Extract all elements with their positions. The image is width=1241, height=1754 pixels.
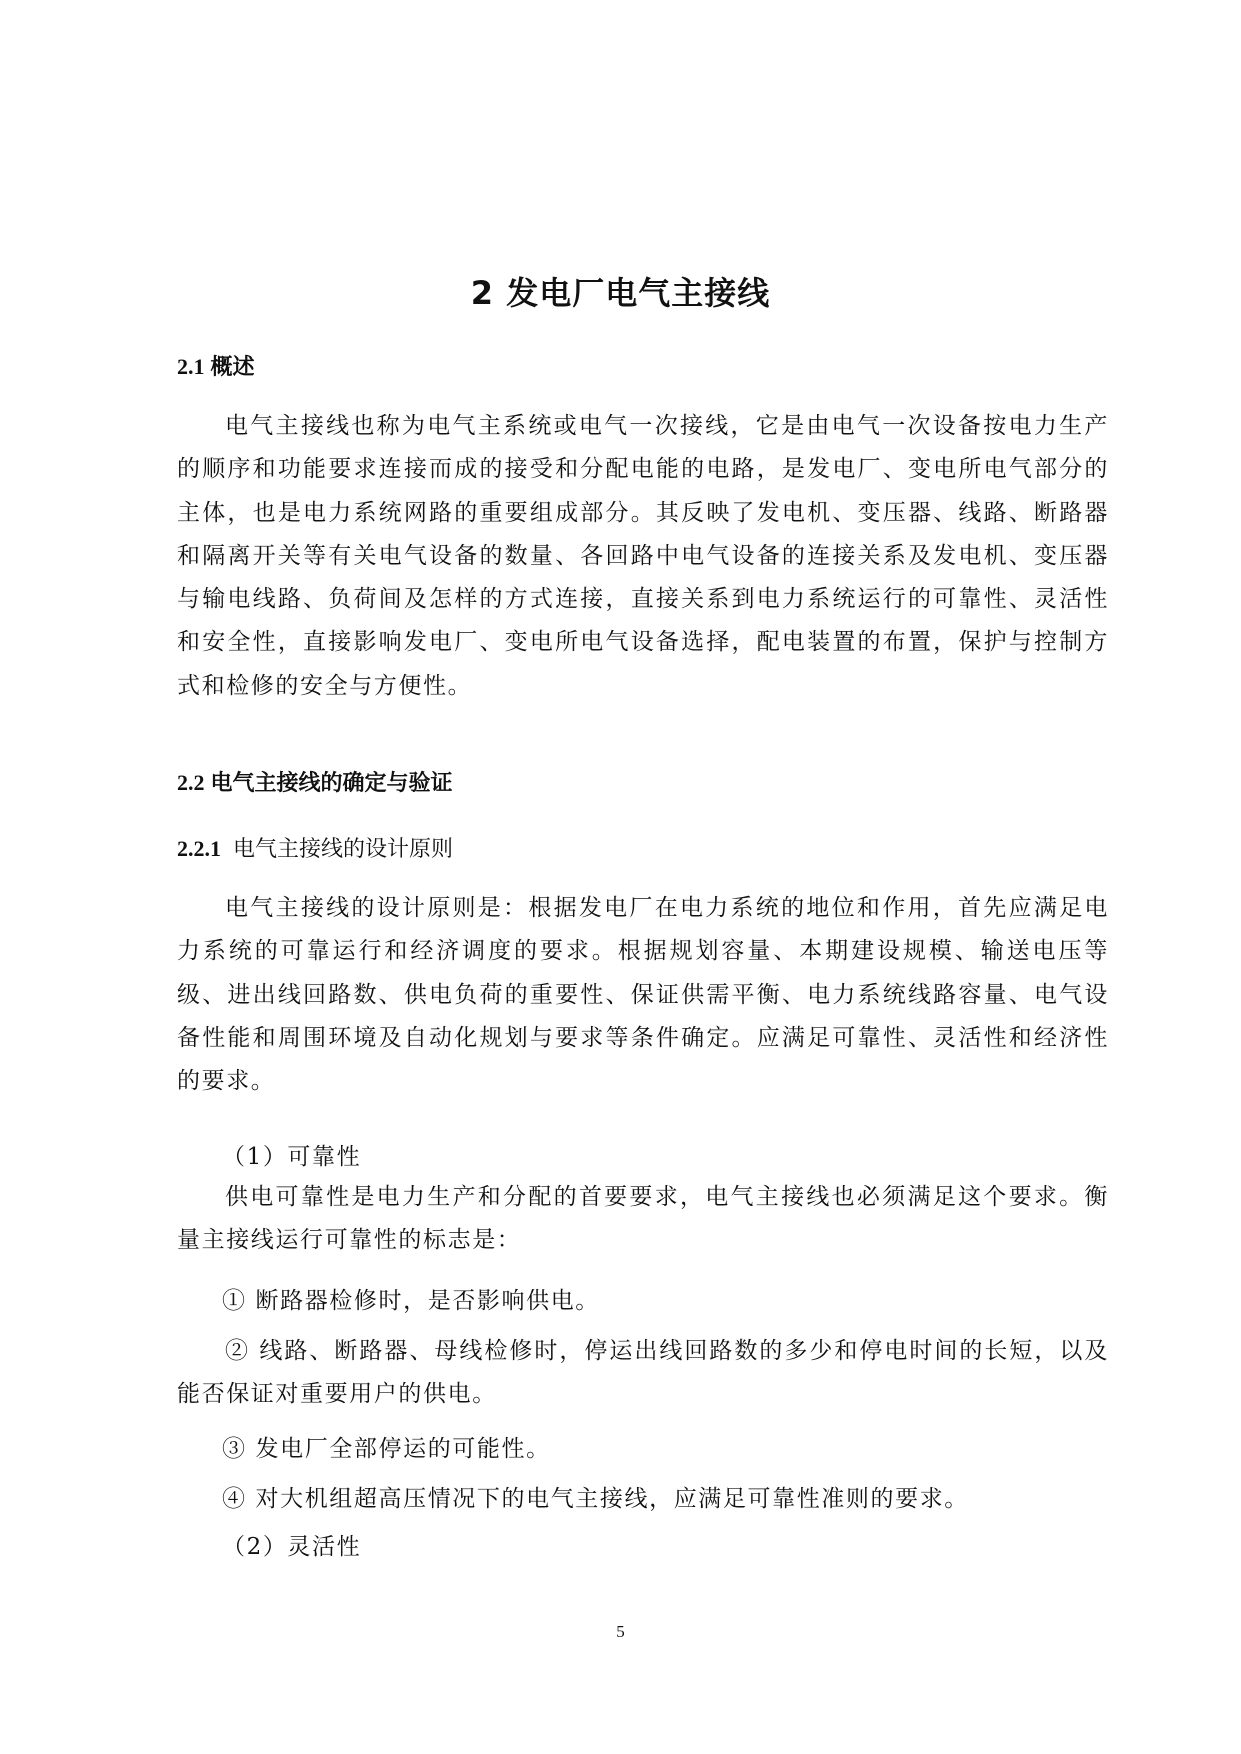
- flexibility-heading: （2）灵活性: [222, 1534, 362, 1560]
- reliability-item-1: ① 断路器检修时，是否影响供电。: [222, 1288, 600, 1314]
- section-number: 2.1: [177, 354, 205, 379]
- subsection-heading-2-2-1: [177, 832, 453, 863]
- reliability-paragraph: 供电可靠性是电力生产和分配的首要要求，电气主接线也必须满足这个要求。衡量主接线运行可靠性的标志是：: [177, 1184, 1109, 1254]
- page-number: 5: [616, 1622, 625, 1641]
- overview-paragraph: 电气主接线也称为电气主系统或电气一次接线，它是由电气一次设备按电力生产的顺序和功能要求连接而成的接受和分配电能的电路，是发电厂、变电所电气部分的主体，也是电力系统网路的重要组成部分。其反映了发电机、变压器、线路、断路器和隔离开关等有关电气设备的数量、各回路中电气设备的连接关系及发电机、变压器与输电线路、负荷间及怎样的方式连接，直接关系到电力系统运行的可靠性、灵活性和安全性，直接影响发电厂、变电所电气设备选择，配电装置的布置，保护与控制方式和检修的安全与方便性。: [177, 413, 1109, 699]
- subsection-title: 电气主接线的设计原则: [233, 837, 454, 862]
- section-title: 电气主接线的确定与验证: [210, 771, 453, 796]
- section-heading-2-1: [177, 350, 255, 381]
- section-title: 概述: [210, 355, 255, 380]
- reliability-item-4: ④ 对大机组超高压情况下的电气主接线，应满足可靠性准则的要求。: [222, 1486, 969, 1512]
- reliability-item-2: ② 线路、断路器、母线检修时，停运出线回路数的多少和停电时间的长短，以及能否保证对重要用户的供电。: [177, 1338, 1109, 1408]
- section-number: 2.2: [177, 770, 205, 795]
- reliability-heading: （1）可靠性: [222, 1144, 362, 1170]
- chapter-title: 2 发电厂电气主接线: [470, 274, 771, 312]
- reliability-item-3: ③ 发电厂全部停运的可能性。: [222, 1436, 551, 1462]
- design-principle-paragraph: 电气主接线的设计原则是：根据发电厂在电力系统的地位和作用，首先应满足电力系统的可靠运行和经济调度的要求。根据规划容量、本期建设规模、输送电压等级、进出线回路数、供电负荷的重要性、保证供需平衡、电力系统线路容量、电气设备性能和周围环境及自动化规划与要求等条件确定。应满足可靠性、灵活性和经济性的要求。: [177, 895, 1109, 1095]
- subsection-number: 2.2.1: [177, 836, 221, 861]
- section-heading-2-2: [177, 766, 453, 797]
